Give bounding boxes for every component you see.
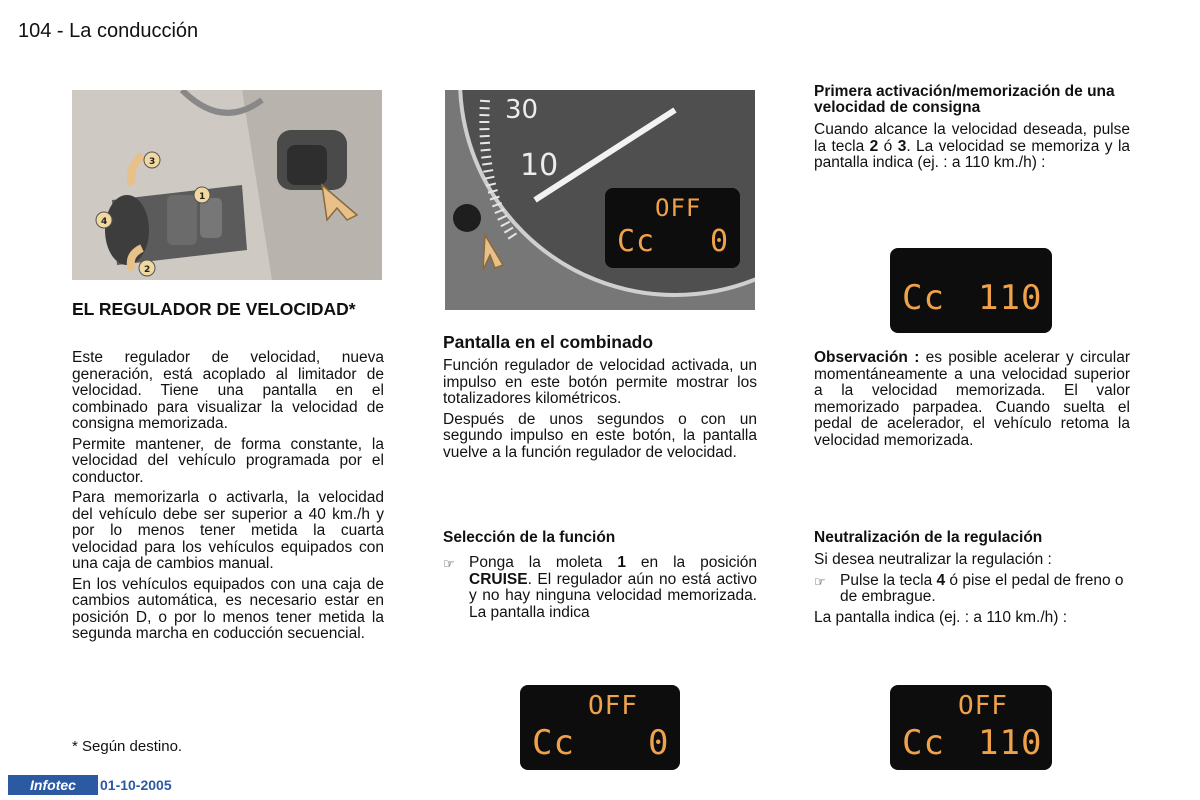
right-heading: Primera activación/memorización de una velocidad de consigna bbox=[814, 83, 1115, 116]
left-paragraph: Para memorizarla o activarla, la velocidad del vehículo debe ser superior a 40 km./h y por lo menos tener metida la cuarta velocidad para los vehículos equipados con una caja de cambios manual. bbox=[72, 489, 384, 572]
left-paragraph: Este regulador de velocidad, nueva generación, está acoplado al limitador de velocidad. Tiene una pantalla en el combinado para visualizar la velocidad de consigna memorizada. bbox=[72, 349, 384, 432]
neutralized-display bbox=[890, 685, 1052, 770]
cluster-display-speed: 0 bbox=[710, 224, 730, 259]
middle-bullet-text: Ponga la moleta 1 en la posición CRUISE. El regulador aún no está activo y no hay ninguna velocidad memorizada. La pantalla indica bbox=[469, 554, 758, 621]
left-body bbox=[72, 350, 384, 647]
right-bullet bbox=[814, 573, 1130, 606]
footnote: * Según destino. bbox=[72, 738, 183, 755]
left-paragraph: En los vehículos equipados con una caja de cambios automática, es necesario estar en posición D, o por lo menos tener metida la segunda marcha en coducción secuencial. bbox=[72, 575, 384, 642]
middle-paragraph: Función regulador de velocidad activada, un impulso en este botón permite mostrar los totalizadores kilométricos. bbox=[443, 357, 757, 407]
footer-date: 01-10-2005 bbox=[100, 777, 172, 793]
right-after-line: La pantalla indica (ej. : a 110 km./h) : bbox=[814, 608, 1068, 626]
cluster-display-line1: OFF bbox=[655, 194, 702, 222]
infotec-logo: Infotec bbox=[8, 775, 98, 795]
instrument-cluster-figure bbox=[445, 90, 755, 310]
stalk-illustration bbox=[72, 90, 382, 280]
display-mode: Cc bbox=[902, 723, 945, 763]
gauge-tick-10: 10 bbox=[520, 148, 559, 183]
left-paragraph: Permite mantener, de forma constante, la velocidad del vehículo programada por el conductor. bbox=[72, 435, 384, 486]
right-bullet-text: Pulse la tecla 4 ó pise el pedal de freno o de embrague. bbox=[840, 571, 1124, 605]
display-speed: 110 bbox=[978, 278, 1043, 318]
middle-paragraph: Después de unos segundos o con un segundo impulso en este botón, la pantalla vuelve a la función regulador de velocidad. bbox=[443, 410, 757, 461]
display-line1: OFF bbox=[588, 691, 638, 721]
right-intro bbox=[814, 122, 1130, 176]
cruise-control-stalk-figure bbox=[72, 90, 382, 280]
middle-subheading: Selección de la función bbox=[443, 529, 616, 546]
cruise-off-display bbox=[520, 685, 680, 770]
gauge-tick-30: 30 bbox=[505, 95, 539, 125]
display-speed: 0 bbox=[648, 723, 670, 763]
observation bbox=[814, 350, 1130, 453]
figure-label-4: 4 bbox=[101, 217, 108, 227]
right-paragraph: Cuando alcance la velocidad deseada, pulse la tecla 2 ó 3. La velocidad se memoriza y la pantalla indica (ej. : a 110 km./h) : bbox=[814, 121, 1131, 171]
page-header: 104 - La conducción bbox=[18, 20, 199, 42]
pointing-hand-icon: ☞ bbox=[443, 556, 455, 571]
right-intro-line: Si desea neutralizar la regulación : bbox=[814, 551, 1052, 568]
middle-body bbox=[443, 358, 757, 465]
display-mode: Cc bbox=[902, 278, 945, 318]
speed-memorized-display bbox=[890, 248, 1052, 333]
cluster-display-mode: Cc bbox=[617, 224, 656, 259]
display-speed: 110 bbox=[978, 723, 1043, 763]
pointing-hand-icon: ☞ bbox=[814, 573, 826, 589]
display-mode: Cc bbox=[532, 723, 575, 763]
figure-label-1: 1 bbox=[199, 192, 206, 202]
right-neutralize bbox=[814, 552, 1130, 630]
middle-bullet bbox=[443, 555, 757, 621]
observation-text: Observación : es posible acelerar y circular momentáneamente a una velocidad superior a la velocidad memorizada. El valor memorizado parpadea. Cuando suelta el pedal de acelerador, el vehículo retoma la velocidad memorizada. bbox=[814, 349, 1130, 449]
figure-label-2: 2 bbox=[144, 265, 151, 275]
figure-label-3: 3 bbox=[149, 157, 156, 167]
right-subheading: Neutralización de la regulación bbox=[814, 529, 1043, 546]
left-heading: EL REGULADOR DE VELOCIDAD* bbox=[72, 299, 356, 319]
display-line1: OFF bbox=[958, 691, 1008, 721]
cluster-display bbox=[605, 188, 740, 268]
middle-heading: Pantalla en el combinado bbox=[443, 332, 654, 352]
